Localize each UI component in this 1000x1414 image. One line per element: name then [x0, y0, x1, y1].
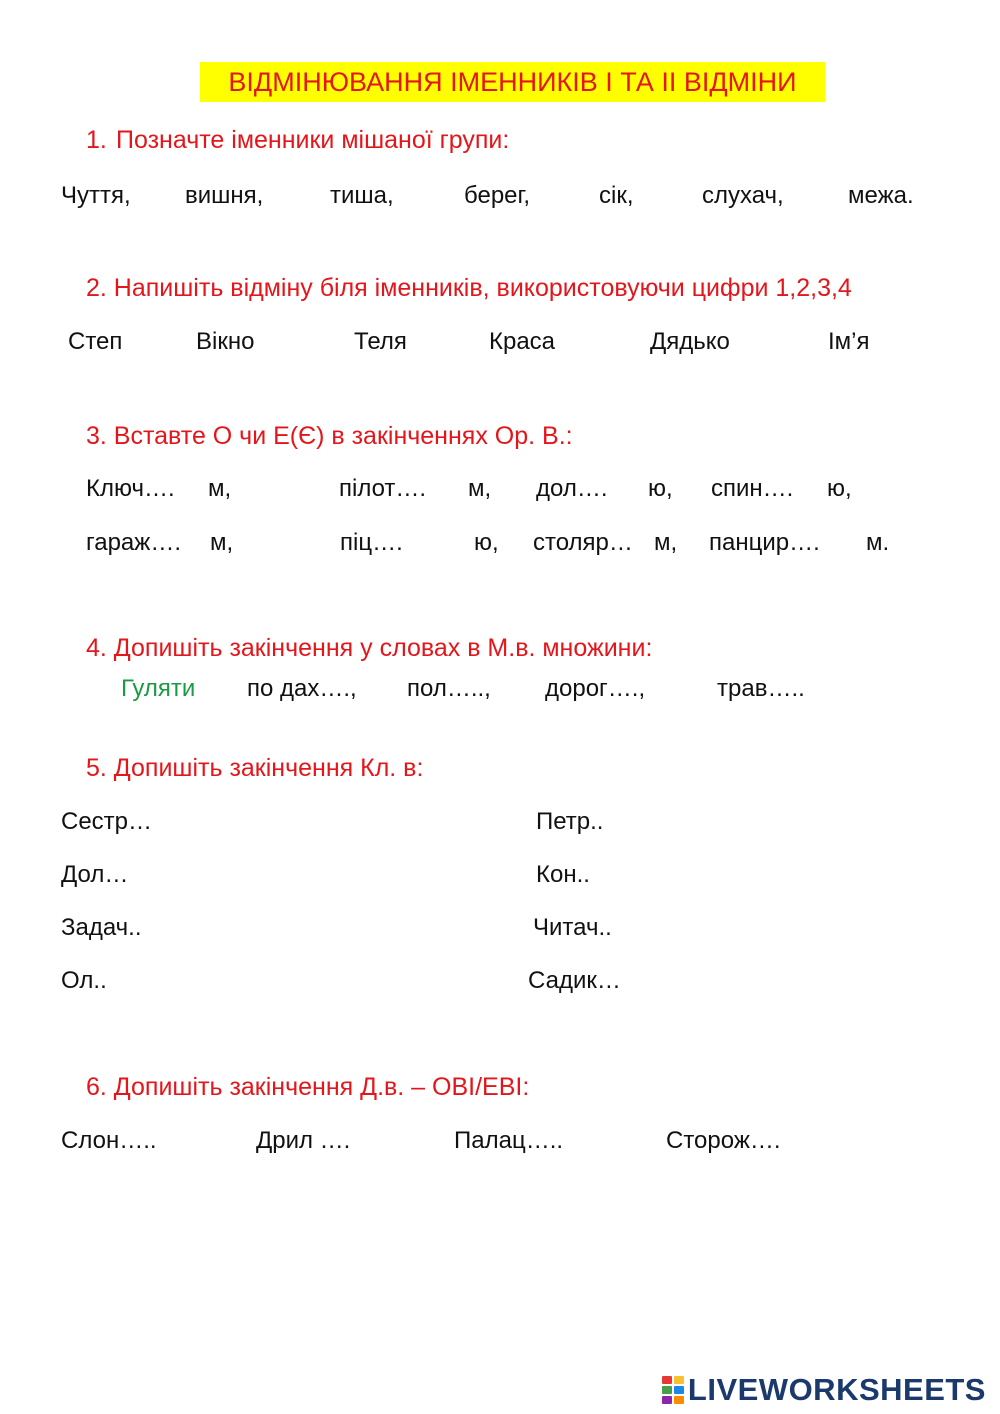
task1-word-3[interactable]: тиша, [330, 182, 394, 209]
task4-lead-word: Гуляти [121, 675, 196, 702]
task5-heading: 5. Допишіть закінчення Кл. в: [86, 754, 424, 782]
task2-word-1[interactable]: Степ [68, 328, 123, 355]
task6-heading: 6. Допишіть закінчення Д.в. – ОВІ/ЕВІ: [86, 1073, 530, 1101]
task1-heading: Позначте іменники мішаної групи: [116, 126, 510, 154]
task6-word-4: Сторож…. [666, 1127, 781, 1154]
task5-left-4: Ол.. [61, 967, 107, 994]
task3-r1-ending-1: м, [208, 475, 232, 502]
task3-r1-word-2: пілот…. [339, 475, 427, 502]
task3-r2-ending-3: м, [654, 529, 678, 556]
task3-r1-word-1: Ключ…. [86, 475, 175, 502]
task2-word-6[interactable]: Ім’я [828, 328, 870, 355]
task2-word-3[interactable]: Теля [354, 328, 407, 355]
task3-r2-ending-4: м. [866, 529, 890, 556]
task5-left-2: Дол… [61, 861, 129, 888]
task1-word-2[interactable]: вишня, [185, 182, 264, 209]
task1-number: 1. [86, 126, 107, 154]
task6-word-3: Палац….. [454, 1127, 564, 1154]
task3-r2-ending-2: ю, [474, 529, 499, 556]
task3-r2-word-3: столяр… [533, 529, 633, 556]
task5-right-3: Читач.. [533, 914, 612, 941]
task3-r2-word-1: гараж…. [86, 529, 181, 556]
task1-word-1[interactable]: Чуття, [61, 182, 131, 209]
worksheet-title: ВІДМІНЮВАННЯ ІМЕННИКІВ І ТА ІІ ВІДМІНИ [200, 62, 825, 102]
task5-right-4: Садик… [528, 967, 621, 994]
task5-left-1: Сестр… [61, 808, 153, 835]
task5-left-3: Задач.. [61, 914, 142, 941]
task1-word-6[interactable]: слухач, [702, 182, 784, 209]
task3-heading: 3. Вставте О чи Е(Є) в закінченнях Ор. В.: [86, 422, 573, 450]
task5-right-1: Петр.. [536, 808, 604, 835]
task5-right-2: Кон.. [536, 861, 590, 888]
task6-word-2: Дрил …. [256, 1127, 351, 1154]
task3-r2-ending-1: м, [210, 529, 234, 556]
task4-word-4: трав….. [717, 675, 805, 702]
task4-heading: 4. Допишіть закінчення у словах в М.в. множини: [86, 634, 653, 662]
task2-word-2[interactable]: Вікно [196, 328, 255, 355]
liveworksheets-mark-icon [662, 1376, 684, 1404]
task4-word-1: по дах…., [247, 675, 357, 702]
task6-word-1: Слон….. [61, 1127, 157, 1154]
task3-r1-ending-4: ю, [827, 475, 852, 502]
task2-word-5[interactable]: Дядько [650, 328, 730, 355]
liveworksheets-wordmark: LIVEWORKSHEETS [687, 1372, 986, 1407]
task2-word-4[interactable]: Краса [489, 328, 556, 355]
task2-heading: 2. Напишіть відміну біля іменників, використовуючи цифри 1,2,3,4 [86, 274, 852, 302]
task1-word-5[interactable]: сік, [599, 182, 634, 209]
task3-r2-word-2: піц…. [340, 529, 403, 556]
task3-r2-word-4: панцир…. [709, 529, 820, 556]
task4-word-2: пол….., [407, 675, 491, 702]
task3-r1-ending-3: ю, [648, 475, 673, 502]
liveworksheets-logo[interactable] [662, 1373, 986, 1407]
task3-r1-word-4: спин…. [711, 475, 794, 502]
task1-word-4[interactable]: берег, [464, 182, 531, 209]
task1-word-7[interactable]: межа. [848, 182, 914, 209]
task3-r1-word-3: дол…. [536, 475, 608, 502]
task3-r1-ending-2: м, [468, 475, 492, 502]
task4-word-3: дорог…., [545, 675, 646, 702]
